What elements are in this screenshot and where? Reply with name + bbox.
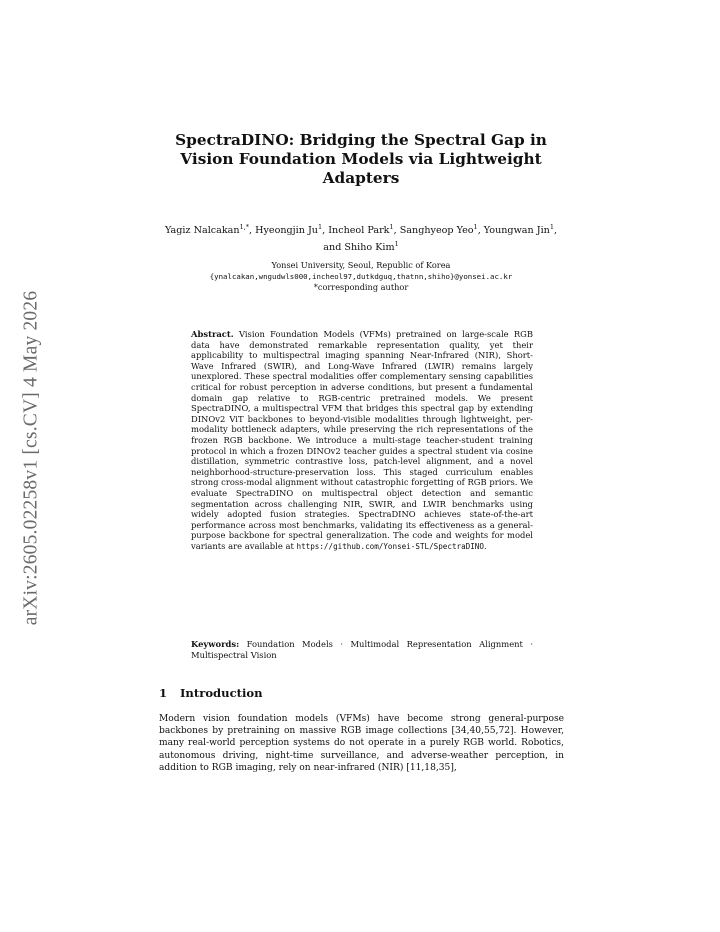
keywords-text: Foundation Models · Multimodal Representation Alignment · Multispectral Vision xyxy=(191,639,533,660)
author: Hyeongjin Ju xyxy=(255,225,318,237)
author-separator: , xyxy=(322,225,329,237)
author-list xyxy=(159,221,563,254)
keywords-label: Keywords: xyxy=(191,639,240,649)
title-line-1: SpectraDINO: Bridging the Spectral Gap in xyxy=(175,131,547,149)
section-title: Introduction xyxy=(180,686,263,700)
author: Incheol Park xyxy=(328,225,390,237)
author: Sanghyeop Yeo xyxy=(399,225,474,237)
author-emails: {ynalcakan,wngudwls000,incheol97,dutkdguq,thatnn,shiho}@yonsei.ac.kr xyxy=(209,272,513,281)
abstract-label: Abstract. xyxy=(191,329,234,339)
abstract-text: Vision Foundation Models (VFMs) pretrained on large-scale RGB data have demonstrated remarkable representation quality, yet their applicability to multispectral imaging spanning Near-Infrared (NIR), Short-Wave Infrared (SWIR), and Long-Wave Infrared (LWIR) remains largely unexplored. These spectral modalities offer complementary sensing capabilities critical for robust perception in adverse conditions, but present a fundamental domain gap relative to RGB-centric pretrained models. We present SpectraDINO, a multispectral VFM that bridges this spectral gap by extending DINOv2 ViT backbones to beyond-visible modalities through lightweight, per-modality bottleneck adapters, while preserving the rich representations of the frozen RGB backbone. We introduce a multi-stage teacher-student training protocol in which a frozen DINOv2 teacher guides a spectral student via cosine distillation, symmetric contrastive loss, patch-level alignment, and a novel neighborhood-structure-preservation loss. This staged curriculum enables strong cross-modal alignment without catastrophic forgetting of RGB priors. We evaluate SpectraDINO on multispectral object detection and semantic segmentation across challenging NIR, SWIR, and LWIR benchmarks using widely adopted fusion strategies. SpectraDINO achieves state-of-the-art performance across most benchmarks, validating its effectiveness as a general-purpose backbone for spectral generalization. The code and weights for model variants are available at xyxy=(191,329,534,551)
corresponding-author-note: *corresponding author xyxy=(313,282,409,292)
section-heading xyxy=(159,686,563,700)
author: Yagiz Nalcakan xyxy=(164,225,240,237)
author: Shiho Kim xyxy=(344,241,395,253)
author-affiliation-mark: 1,* xyxy=(239,223,250,231)
author-affiliation-mark: 1 xyxy=(549,223,554,231)
author-affiliation-mark: 1 xyxy=(394,239,399,248)
author-affiliation-mark: 1 xyxy=(389,223,394,231)
author-separator: , xyxy=(393,225,400,237)
section-number: 1 xyxy=(159,686,168,700)
arxiv-sidebar xyxy=(10,255,52,660)
paper-title xyxy=(159,131,563,188)
abstract-end: . xyxy=(483,540,487,551)
intro-paragraph: Modern vision foundation models (VFMs) have become strong general-purpose backbones by pretraining on massive RGB image collections [34,40,55,72]. However, many real-world perception systems do not operate in a purely RGB world. Robotics, autonomous driving, night-time surveillance, and adverse-weather perception, in addition to RGB imaging, rely on near-infrared (NIR) [11,18,35], xyxy=(159,714,564,773)
keywords xyxy=(191,639,533,660)
title-line-2: Vision Foundation Models via Lightweight xyxy=(180,150,542,168)
author: Youngwan Jin xyxy=(483,225,550,237)
author-affiliation-mark: 1 xyxy=(317,223,323,231)
arxiv-identifier: arXiv:2605.02258v1 [cs.CV] 4 May 2026 xyxy=(20,290,41,625)
code-link[interactable]: https://github.com/Yonsei-STL/SpectraDINO xyxy=(296,541,484,551)
abstract xyxy=(191,329,533,552)
author-affiliation-mark: 1 xyxy=(473,223,478,231)
author-separator: , xyxy=(249,225,256,237)
author-separator: , and xyxy=(323,225,558,253)
affiliation-block xyxy=(159,260,563,293)
author-separator: , xyxy=(477,225,484,237)
affiliation: Yonsei University, Seoul, Republic of Korea xyxy=(271,260,451,270)
title-line-3: Adapters xyxy=(322,169,400,187)
